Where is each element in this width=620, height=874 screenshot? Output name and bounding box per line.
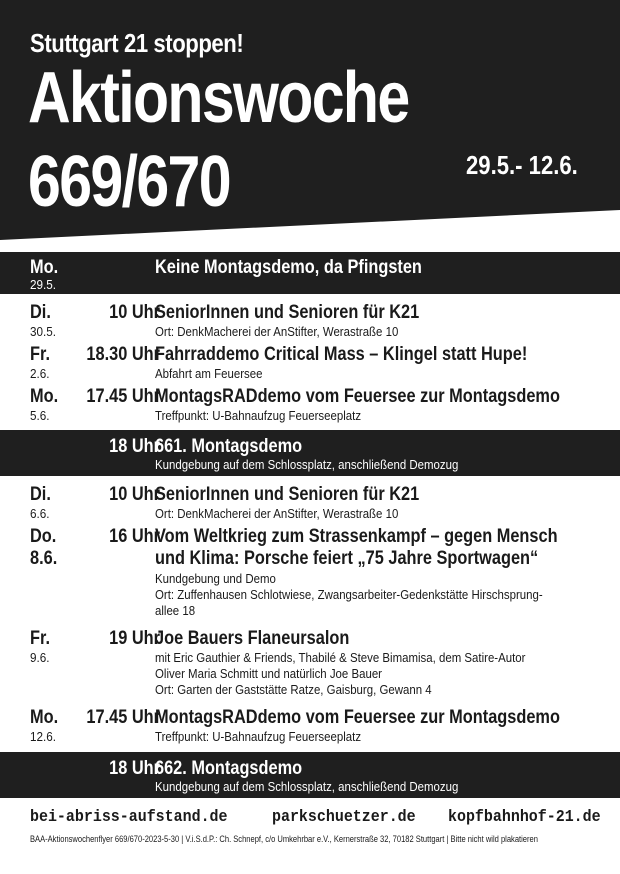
event-day: Mo. — [30, 386, 59, 407]
event-day: Fr. — [30, 344, 50, 365]
event-time: 10 Uhr — [109, 484, 160, 505]
event-date: 8.6. — [30, 548, 58, 569]
event-time: 17.45 Uhr — [86, 707, 160, 728]
event-day: Mo. — [30, 257, 59, 278]
header-title-number: 669/670 — [28, 142, 230, 222]
footer-link-kopfbahnhof-21[interactable]: kopfbahnhof-21.de — [448, 808, 601, 827]
event-detail: Abfahrt am Feuersee — [155, 366, 263, 381]
header-title: Aktionswoche — [28, 58, 409, 138]
event-day: Do. — [30, 526, 57, 547]
event-time: 18 Uhr — [109, 436, 160, 457]
event-title: MontagsRADdemo vom Feuersee zur Montagsdemo — [155, 386, 560, 407]
footer-link-parkschuetzer[interactable]: parkschuetzer.de — [272, 808, 416, 827]
event-title: MontagsRADdemo vom Feuersee zur Montagsdemo — [155, 707, 560, 728]
event-date: 2.6. — [30, 366, 50, 381]
event-detail: Kundgebung und Demo — [155, 571, 276, 586]
event-detail: mit Eric Gauthier & Friends, Thabilé & Steve Bimamisa, dem Satire-Autor — [155, 650, 526, 665]
event-day: Di. — [30, 302, 51, 323]
event-day: Mo. — [30, 707, 59, 728]
event-date: 12.6. — [30, 729, 57, 744]
event-time: 19 Uhr — [109, 628, 160, 649]
event-row — [0, 628, 620, 708]
footer-link-bei-abriss-aufstand[interactable]: bei-abriss-aufstand.de — [30, 808, 228, 827]
event-row-highlight — [0, 430, 620, 476]
event-date: 29.5. — [30, 277, 57, 292]
event-title: 661. Montagsdemo — [155, 436, 303, 457]
header-banner — [0, 0, 620, 240]
event-time: 18.30 Uhr — [86, 344, 160, 365]
event-row — [0, 526, 620, 626]
event-detail: Ort: Zuffenhausen Schlotwiese, Zwangsarbeiter-Gedenkstätte Hirschsprung- — [155, 587, 543, 602]
event-date: 30.5. — [30, 324, 57, 339]
event-detail: Kundgebung auf dem Schlossplatz, anschließend Demozug — [155, 457, 459, 472]
event-detail: Ort: Garten der Gaststätte Ratze, Gaisburg, Gewann 4 — [155, 682, 432, 697]
event-title-line2: und Klima: Porsche feiert „75 Jahre Sportwagen“ — [155, 548, 539, 569]
event-row — [0, 386, 620, 428]
event-time: 17.45 Uhr — [86, 386, 160, 407]
event-day: Di. — [30, 484, 51, 505]
event-row — [0, 302, 620, 344]
event-detail: Oliver Maria Schmitt und natürlich Joe Bauer — [155, 666, 382, 681]
event-time: 18 Uhr — [109, 758, 160, 779]
event-title: Vom Weltkrieg zum Strassenkampf – gegen Mensch — [155, 526, 558, 547]
event-detail: allee 18 — [155, 603, 196, 618]
event-row — [0, 484, 620, 526]
header-subtitle: Stuttgart 21 stoppen! — [30, 28, 244, 58]
event-date: 9.6. — [30, 650, 50, 665]
event-time: 10 Uhr — [109, 302, 160, 323]
header-date-range: 29.5.- 12.6. — [466, 150, 578, 180]
event-day: Fr. — [30, 628, 50, 649]
event-time: 16 Uhr — [109, 526, 160, 547]
event-title: Joe Bauers Flaneursalon — [155, 628, 350, 649]
event-detail: Kundgebung auf dem Schlossplatz, anschließend Demozug — [155, 779, 459, 794]
event-detail: Ort: DenkMacherei der AnStifter, Werastraße 10 — [155, 324, 399, 339]
event-title: Fahrraddemo Critical Mass – Klingel statt Hupe! — [155, 344, 528, 365]
event-title: 662. Montagsdemo — [155, 758, 303, 779]
footer-imprint: BAA-Aktionswochenflyer 669/670-2023-5-30 | V.i.S.d.P.: Ch. Schnepf, c/o Umkehrbar e.V., Kernerstraße 32, 70182 Stuttgart | Bitte nicht wild plakatieren — [30, 834, 538, 844]
event-title: Keine Montagsdemo, da Pfingsten — [155, 257, 422, 278]
footer-links — [0, 808, 620, 830]
event-row — [0, 252, 620, 294]
event-row — [0, 344, 620, 386]
event-date: 5.6. — [30, 408, 50, 423]
event-row-highlight — [0, 752, 620, 798]
event-detail: Treffpunkt: U-Bahnaufzug Feuerseeplatz — [155, 729, 362, 744]
event-detail: Ort: DenkMacherei der AnStifter, Werastraße 10 — [155, 506, 399, 521]
event-title: SeniorInnen und Senioren für K21 — [155, 302, 420, 323]
event-row — [0, 707, 620, 749]
event-date: 6.6. — [30, 506, 50, 521]
event-detail: Treffpunkt: U-Bahnaufzug Feuerseeplatz — [155, 408, 362, 423]
event-title: SeniorInnen und Senioren für K21 — [155, 484, 420, 505]
